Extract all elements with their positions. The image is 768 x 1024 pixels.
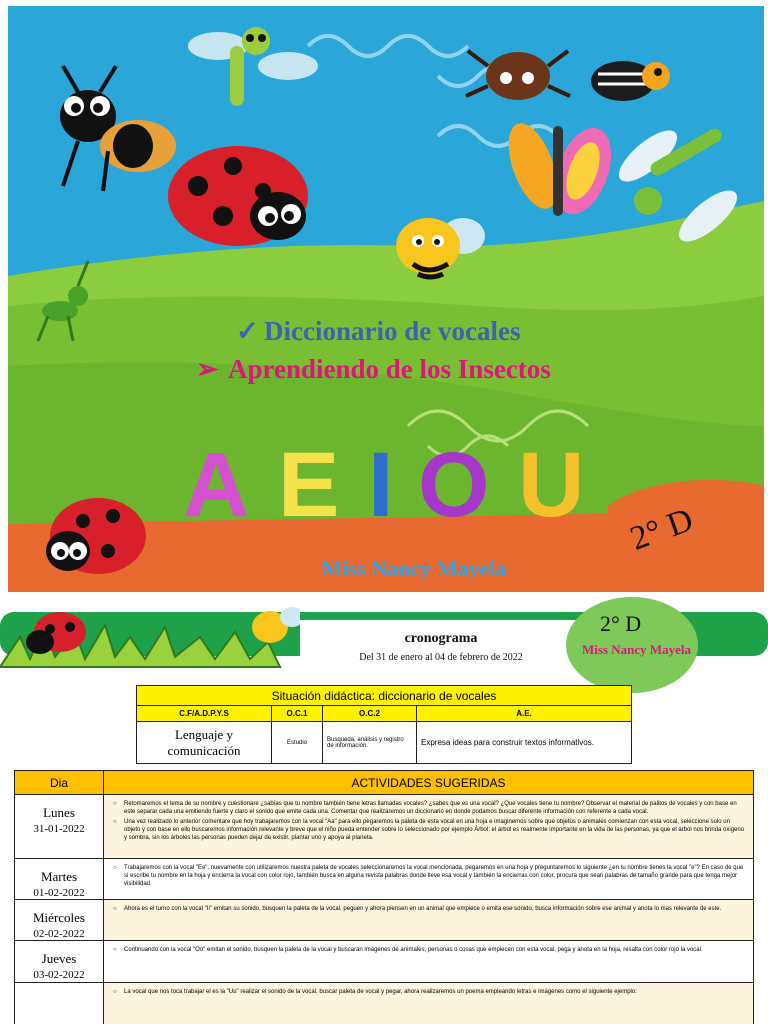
banner-dates: Del 31 de enero al 04 de febrero de 2022	[359, 652, 523, 663]
banner-grade: 2° D	[600, 611, 642, 636]
cover-title-text: Diccionario de vocales	[264, 316, 521, 346]
letter-i: I	[368, 434, 394, 536]
activity-item: ○ Una vez realizado lo anterior comentare que hoy trabajaremos con la vocal "Aa" para ello pegaremos la paleta de esta vocal en una hoja e imaginemos sobre que objetos o animales comienzan con esta vocal, seleccione solo un objeto y con base en ello buscaremos información relevante y breve que el niño pueda entender sobre lo seleccionado por ejemplo Árbol: el árbol es realmente importante en la vida de las personas, ya que el árbol nos brinda oxigeno y sombra, sin los árboles las personas pueden dejar de existir, plantar uno y apoya al planeta.	[124, 818, 745, 842]
day-date: 01-02-2022	[33, 887, 85, 899]
banner-title: cronograma	[404, 631, 478, 646]
activity-item: ○ Trabajaremos con la vocal "Ee", nuevamente con utilizaremos nuestra paleta de vocales seleccionaremos la vocal mencionada, pegaremos en una hoja y preguntaremos lo siguiente ¿en tu nombre tienes la vocal "e"? En caso de que si escribe tu nombre en la hoja y encierra la vocal con color rojo, también busca en alguna revista palabras donde lleve esa vocal y también la encierras con color, procura que sean palabras de tamaño grande para que tenga mejor visibilidad.	[124, 864, 745, 888]
arrow-right-icon: ➢	[196, 354, 219, 384]
day-date: 31-01-2022	[33, 823, 85, 835]
day-cell	[15, 795, 104, 859]
letter-e: E	[278, 434, 340, 536]
banner-grass-illustration	[0, 597, 300, 677]
vowel-letters-illustration	[183, 434, 584, 536]
activities-table	[14, 770, 754, 1024]
day-date: 02-02-2022	[33, 928, 85, 940]
activity-item: ○ Retomaremos el tema de su nombre y cuestionare ¿sabías que tu nombre también tiene letras llamadas vocales? ¿sabes que es una vocal? ¿Que vocales tiene tu nombre? Observar el material de palitos de vocales y con base en este separar cada una emitiendo fuerte y claro el sonido que emite cada una. Comentar que realizaremos un diccionario en donde podamos buscar diferente información con referente a cada vocal.	[124, 800, 745, 816]
day-name: Miércoles	[33, 910, 85, 925]
cover-title-line-2	[196, 354, 551, 385]
schedule-banner	[0, 609, 768, 682]
day-cell	[15, 941, 104, 983]
letter-u: U	[518, 434, 585, 536]
table-row	[15, 941, 754, 983]
header-cf: C.F/A.D.P.Y.S	[137, 706, 272, 722]
cell-oc2: Busqueda, análisis y registro de información.	[323, 722, 417, 764]
ladybug-illustration	[168, 146, 308, 246]
cover-background	[8, 6, 764, 592]
cell-oc1: Estudio	[272, 722, 323, 764]
table-row	[15, 900, 754, 941]
letter-a: A	[183, 434, 250, 536]
activity-item: ○ Continuando con la vocal "Oo" emitan el sonido, busquen la paleta de la vocal y buscaran imágenes de animales, personas o cosas que empiecen con esta vocal, pega y anota en la hoja, resalta con color rojo la vocal.	[124, 946, 745, 954]
table-row	[15, 983, 754, 1024]
didactic-situation-title: Situación didáctica: diccionario de vocales	[137, 686, 632, 706]
table-row	[15, 795, 754, 859]
didactic-situation-table	[136, 685, 632, 764]
day-date: 03-02-2022	[33, 969, 85, 981]
activity-cell	[104, 795, 754, 859]
header-day: Dia	[15, 771, 104, 795]
activity-item: ○ La vocal que nos toca trabajar el es la "Uu" realizar el sonido de la vocal, buscar paleta de vocal y pegar, ahora realizaremos un poema empleando letras e imágenes como el siguiente ejemplo:	[124, 988, 745, 996]
cover-title-line-1	[236, 316, 520, 347]
activity-cell	[104, 941, 754, 983]
banner-teacher-name: Miss Nancy Mayela	[582, 642, 692, 657]
cover-teacher-name: Miss Nancy Mayela	[321, 556, 507, 581]
cover-subtitle-text: Aprendiendo de los Insectos	[228, 354, 551, 384]
checkmark-icon: ✓	[236, 316, 259, 346]
activity-cell	[104, 983, 754, 1024]
cover-illustration	[8, 6, 764, 592]
day-name: Martes	[40, 869, 78, 884]
cover-grade: 2° D	[625, 501, 698, 558]
cell-ae: Expresa ideas para construir textos informativos.	[417, 722, 632, 764]
letter-o: O	[418, 434, 490, 536]
activity-cell	[104, 900, 754, 941]
header-oc2: O.C.2	[323, 706, 417, 722]
table-row	[15, 859, 754, 900]
activity-cell	[104, 859, 754, 900]
cell-field: Lenguaje y comunicación	[137, 722, 272, 764]
day-cell	[15, 900, 104, 941]
day-name: Jueves	[41, 951, 77, 966]
day-cell	[15, 983, 104, 1024]
header-ae: A.E.	[417, 706, 632, 722]
header-oc1: O.C.1	[272, 706, 323, 722]
header-activities: ACTIVIDADES SUGERIDAS	[104, 771, 754, 795]
day-cell	[15, 859, 104, 900]
activity-item: ○ Ahora es el turno con la vocal "Ii" emitan su sonido, busquen la paleta de la vocal, peguen y ahora piensen en un animal que empiece o emita ese sonido, busca información sobre ese animal y anota lo mas relevante de este.	[124, 905, 745, 913]
day-name: Lunes	[43, 805, 75, 820]
